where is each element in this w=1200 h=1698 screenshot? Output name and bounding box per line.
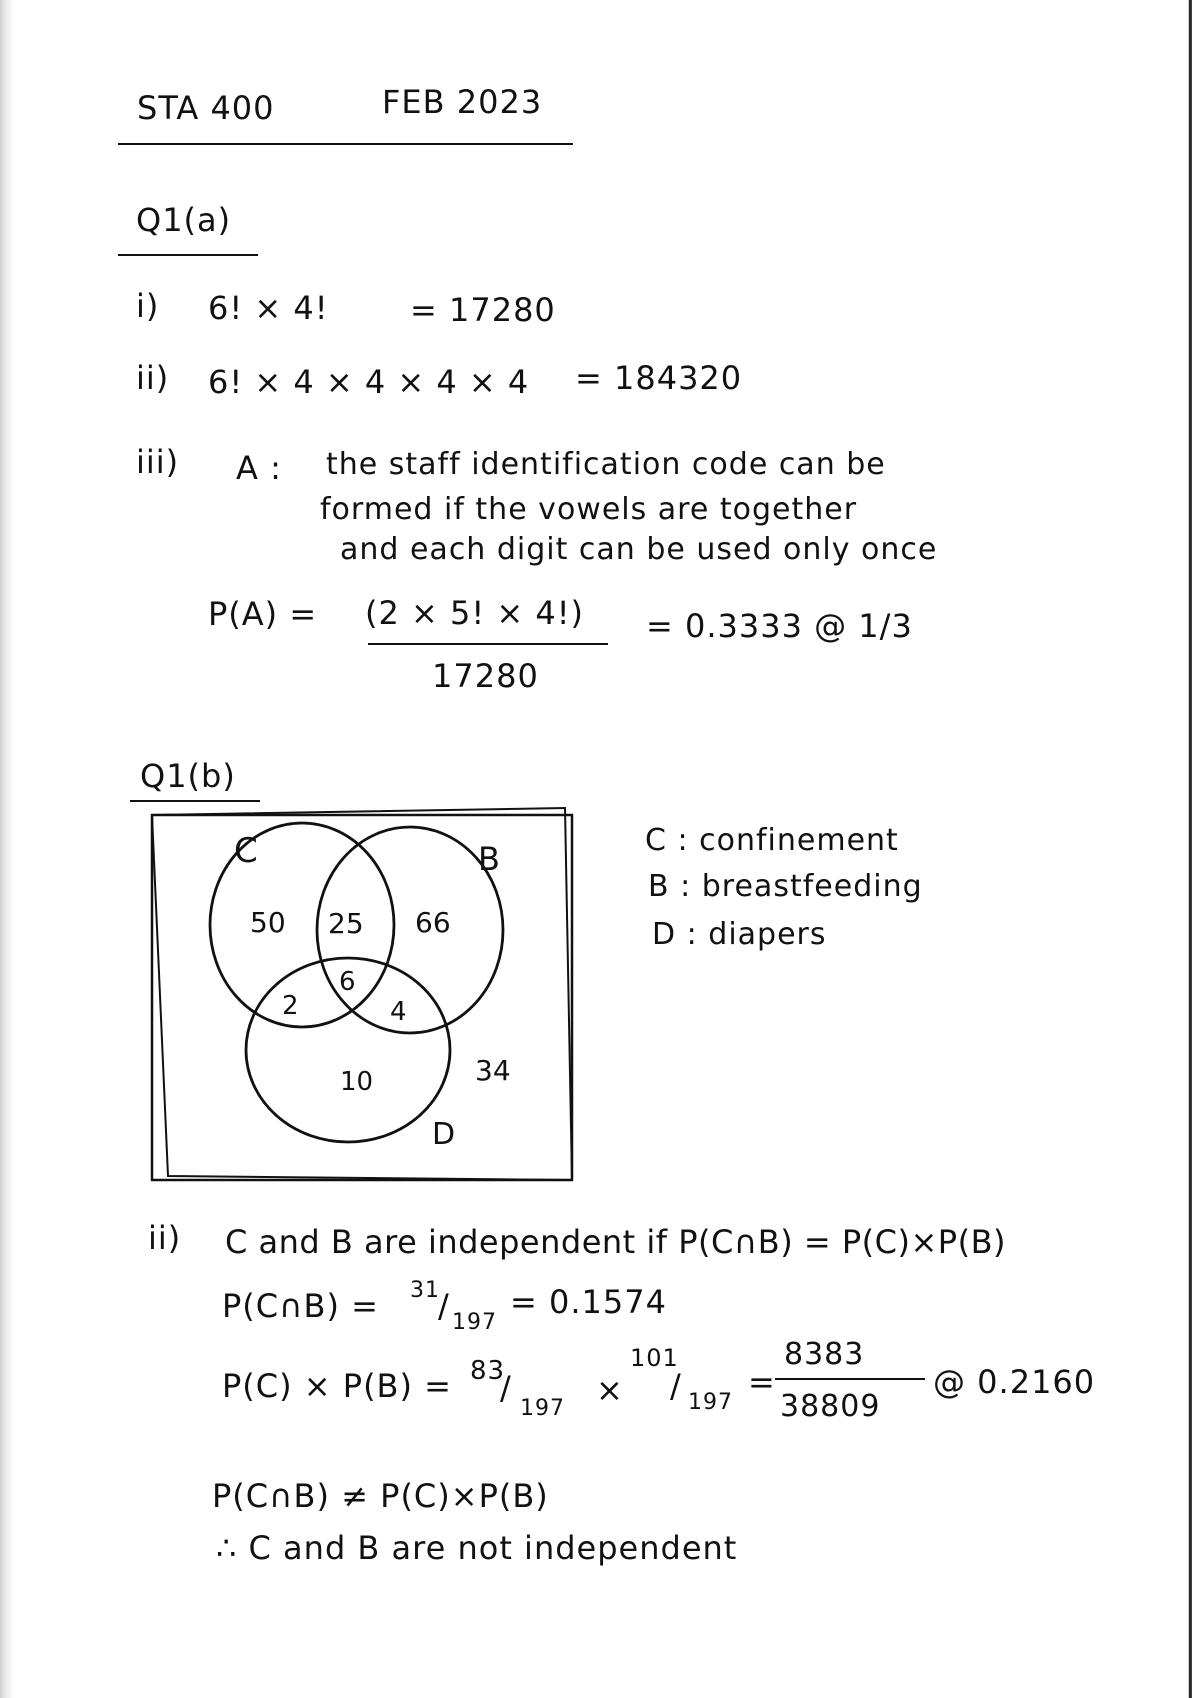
venn-region-c-only: 50	[250, 906, 286, 939]
venn-label-d: D	[432, 1117, 456, 1152]
q1a-iii-desc-line-3: and each digit can be used only once	[340, 532, 938, 567]
q1b-ii-line2-a-slash: /	[500, 1369, 512, 1407]
q1b-ii-line2-times: ×	[596, 1371, 624, 1409]
q1b-heading: Q1(b)	[140, 757, 236, 795]
q1b-ii-line2-frac-den: 38809	[780, 1389, 881, 1424]
q1b-ii-line1-num: 31	[410, 1278, 440, 1303]
q1b-ii-line1-result: = 0.1574	[510, 1283, 667, 1321]
q1b-ii-line2-b-num: 101	[630, 1344, 679, 1372]
q1b-ii-line1-lhs: P(C∩B) =	[222, 1287, 379, 1325]
q1b-ii-line1-den: 197	[452, 1310, 497, 1335]
venn-universe-outline	[152, 808, 572, 1180]
q1b-ii-line2-b-slash: /	[670, 1367, 682, 1405]
q1a-iii-numerator: (2 × 5! × 4!)	[365, 594, 585, 632]
venn-universe-box	[152, 815, 572, 1180]
q1b-ii-line2-frac-bar	[775, 1378, 925, 1380]
venn-region-c-b: 25	[328, 907, 364, 940]
q1a-i-result: = 17280	[410, 291, 556, 329]
q1b-ii-statement: C and B are independent if P(C∩B) = P(C)×P(B)	[225, 1223, 1006, 1261]
q1a-iii-event: A :	[236, 449, 282, 487]
q1a-ii-expr: 6! × 4 × 4 × 4 × 4	[208, 363, 530, 401]
venn-region-c-d: 2	[282, 991, 299, 1021]
q1a-iii-label: iii)	[136, 443, 180, 481]
q1b-ii-line2-eq: =	[748, 1363, 776, 1401]
q1b-ii-line2-result: @ 0.2160	[933, 1363, 1096, 1401]
venn-label-b: B	[478, 840, 500, 878]
q1b-ii-line2-b-den: 197	[688, 1390, 733, 1415]
q1a-iii-prob-label: P(A) =	[208, 595, 318, 633]
legend-b: B : breastfeeding	[648, 869, 923, 904]
q1a-i-expr: 6! × 4!	[208, 289, 329, 327]
q1b-ii-line2-a-den: 197	[520, 1396, 565, 1421]
q1a-iii-denominator: 17280	[432, 657, 539, 695]
q1a-ii-label: ii)	[136, 359, 170, 397]
q1b-ii-conclusion-1: P(C∩B) ≠ P(C)×P(B)	[212, 1477, 549, 1515]
q1a-ii-result: = 184320	[575, 359, 743, 397]
q1a-i-label: i)	[136, 287, 160, 325]
exam-date: FEB 2023	[382, 83, 543, 121]
q1a-heading: Q1(a)	[136, 201, 232, 239]
q1b-ii-label: ii)	[148, 1219, 182, 1257]
legend-d: D : diapers	[652, 917, 827, 952]
q1a-iii-desc-line-1: the staff identification code can be	[326, 447, 886, 482]
venn-region-d-only: 10	[340, 1067, 374, 1097]
venn-region-c-b-d: 6	[339, 967, 356, 997]
venn-region-b-only: 66	[415, 906, 451, 939]
legend-c: C : confinement	[645, 823, 899, 858]
venn-region-outside: 34	[475, 1054, 511, 1087]
q1b-ii-line2-a-num: 83	[470, 1356, 506, 1386]
q1b-ii-line2-lhs: P(C) × P(B) =	[222, 1367, 452, 1405]
q1b-ii-line1-slash: /	[438, 1287, 450, 1325]
q1b-ii-conclusion-2: ∴ C and B are not independent	[216, 1529, 738, 1567]
q1b-ii-line2-frac-num: 8383	[784, 1337, 865, 1372]
q1a-iii-result: = 0.3333 @ 1/3	[646, 607, 913, 645]
course-code: STA 400	[137, 89, 275, 127]
venn-label-c: C	[234, 831, 258, 871]
venn-region-b-d: 4	[390, 997, 407, 1027]
q1a-iii-desc-line-2: formed if the vowels are together	[320, 492, 858, 527]
